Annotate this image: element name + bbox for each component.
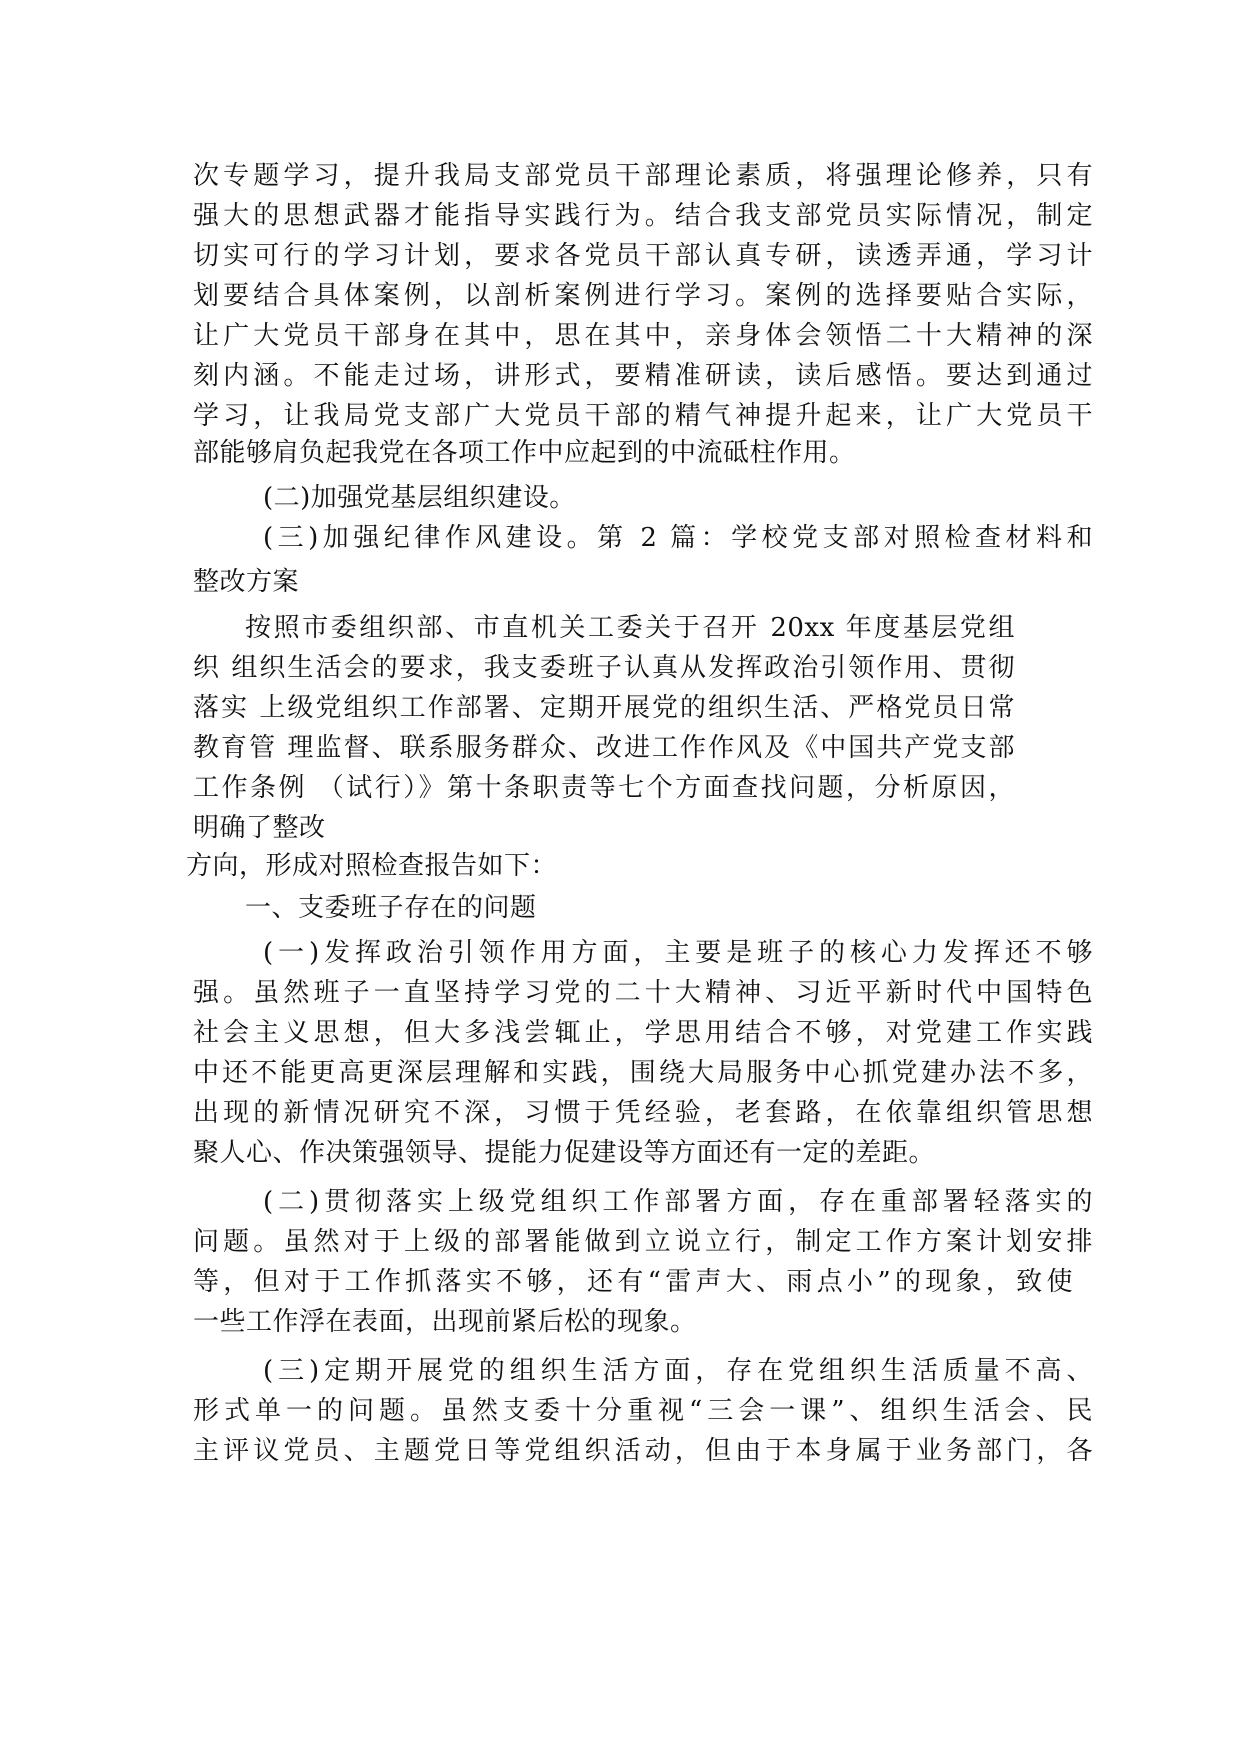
paragraph-line: 按照市委组织部、市直机关工委关于召开 20xx 年度基层党组 xyxy=(245,613,1015,643)
paragraph-line: 聚人心、作决策强领导、提能力促建设等方面还有一定的差距。 xyxy=(193,1138,936,1168)
paragraph-line: (二)贯彻落实上级党组织工作部署方面，存在重部署轻落实的 xyxy=(263,1187,1093,1217)
paragraph-line: 主评议党员、主题党日等党组织活动，但由于本身属于业务部门，各 xyxy=(193,1436,1093,1466)
paragraph-line: 划要结合具体案例，以剖析案例进行学习。案例的选择要贴合实际， xyxy=(193,281,1093,311)
paragraph-line: 次专题学习，提升我局支部党员干部理论素质，将强理论修养，只有 xyxy=(193,161,1093,191)
paragraph-line: 落实 上级党组织工作部署、定期开展党的组织生活、严格党员日常 xyxy=(193,693,1015,723)
paragraph-line: 部能够肩负起我党在各项工作中应起到的中流砥柱作用。 xyxy=(193,438,856,468)
paragraph-line: 出现的新情况研究不深，习惯于凭经验，老套路，在依靠组织管思想 xyxy=(193,1098,1093,1128)
paragraph-line: 工作条例 （试行）》第十条职责等七个方面查找问题，分析原因， xyxy=(193,773,1015,803)
paragraph-line: 一些工作浮在表面，出现前紧后松的现象。 xyxy=(193,1307,697,1337)
document-title-line: 整改方案 xyxy=(193,567,300,597)
paragraph-line: 方向，形成对照检查报告如下： xyxy=(186,851,558,881)
paragraph-line: (三)定期开展党的组织生活方面，存在党组织生活质量不高、 xyxy=(263,1356,1093,1386)
paragraph-line: 强大的思想武器才能指导实践行为。结合我支部党员实际情况，制定 xyxy=(193,201,1093,231)
paragraph-line: (一)发挥政治引领作用方面，主要是班子的核心力发挥还不够 xyxy=(263,938,1093,968)
paragraph-line: 教育管 理监督、联系服务群众、改进工作作风及《中国共产党支部 xyxy=(193,733,1015,763)
paragraph-line: 织 组织生活会的要求，我支委班子认真从发挥政治引领作用、贯彻 xyxy=(193,653,1015,683)
paragraph-line: 切实可行的学习计划，要求各党员干部认真专研，读透弄通，学习计 xyxy=(193,241,1093,271)
section-heading: 一、支委班子存在的问题 xyxy=(245,893,537,923)
paragraph-line: 让广大党员干部身在其中，思在其中，亲身体会领悟二十大精神的深 xyxy=(193,321,1093,351)
paragraph-line: 学习，让我局党支部广大党员干部的精气神提升起来，让广大党员干 xyxy=(193,401,1093,431)
paragraph-line: 强。虽然班子一直坚持学习党的二十大精神、习近平新时代中国特色 xyxy=(193,978,1093,1008)
paragraph-line: 刻内涵。不能走过场，讲形式，要精准研读，读后感悟。要达到通过 xyxy=(193,361,1093,391)
section-heading: (三)加强纪律作风建设。第 2 篇：学校党支部对照检查材料和 xyxy=(263,523,1093,553)
paragraph-line: 社会主义思想，但大多浅尝辄止，学思用结合不够，对党建工作实践 xyxy=(193,1018,1093,1048)
paragraph-line: 形式单一的问题。虽然支委十分重视“三会一课”、组织生活会、民 xyxy=(193,1396,1093,1426)
paragraph-line: 等，但对于工作抓落实不够，还有“雷声大、雨点小”的现象，致使 xyxy=(193,1267,1073,1297)
paragraph-line: 问题。虽然对于上级的部署能做到立说立行，制定工作方案计划安排 xyxy=(193,1227,1093,1257)
paragraph-line: 明确了整改 xyxy=(193,813,326,843)
section-heading: (二)加强党基层组织建设。 xyxy=(263,483,576,513)
paragraph-line: 中还不能更高更深层理解和实践，围绕大局服务中心抓党建办法不多， xyxy=(193,1058,1093,1088)
